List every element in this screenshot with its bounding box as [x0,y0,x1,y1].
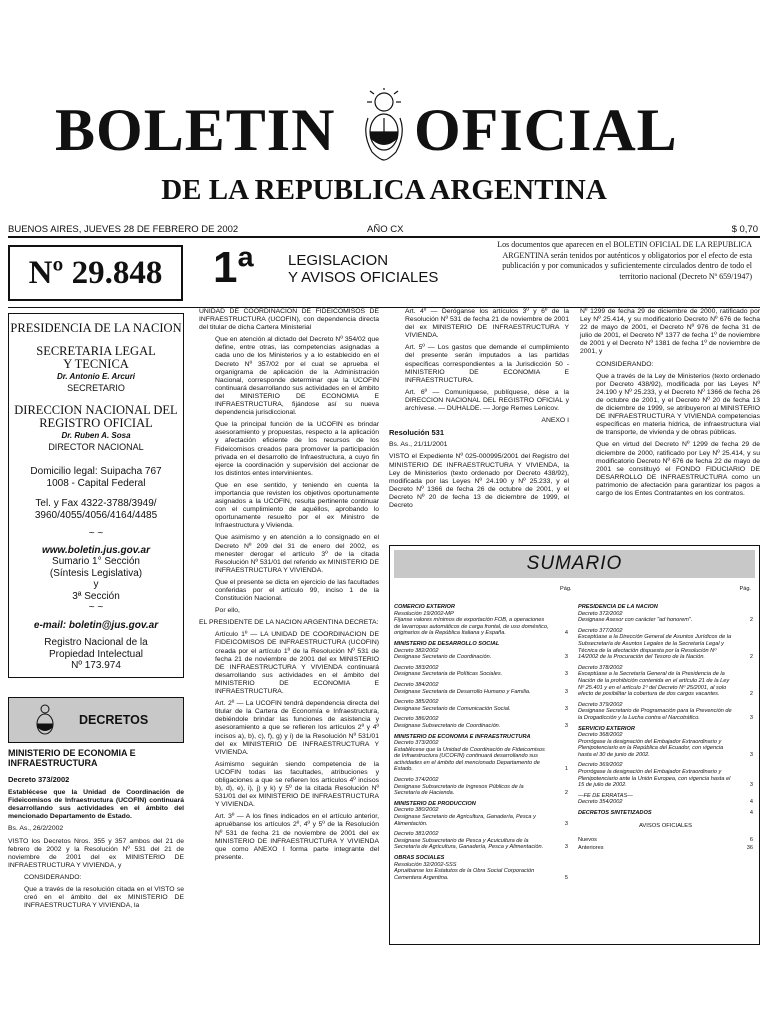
sumario-pag-right: Pág. [739,586,751,592]
col3-art5: Art. 5º — Los gastos que demande el cumplimiento del presente serán imputados a las partidas específicas correspondientes a la Jurisdicción 50 - MINISTERIO DE ECONOMIA E INFRAESTRUCTURA. [405,344,569,384]
issue-number: Nº 29.848 [8,245,183,301]
col4-considerando: CONSIDERANDO: [596,360,654,368]
sumario-item-title: Decreto 373/2002 [394,740,439,747]
sumario-item-page: 2 [749,617,753,624]
dateline-rule [8,236,760,238]
col3-art4: Art. 4º — Deróganse los artículos 3º y 6º de la Resolución Nº 531 de fecha 21 de noviembre de 2001 del ex MINISTERIO DE INFRAESTRUCTURA Y VIVIENDA. [405,308,569,340]
sumario-item-text: Exceptúase a la Secretaría General de la Presidencia de la Nación de la prohibición contenida en el artículo 21 de la Ley Nº 25.401 y en el artículo 1º del Decreto Nº 25/2001, al solo efecto de posibilitar la cobertura de dos cargos vacantes. [578,671,730,698]
sumario-item-title: Decreto 378/2002 [578,664,623,671]
sumario-item[interactable] [578,702,753,722]
sumario-item[interactable] [578,726,753,759]
sidebar-domicilio-line2: 1008 - Capital Federal [46,477,146,489]
col2-art3: Art. 3º — A los fines indicados en el artículo anterior, apruébanse los artículos 2º, 4º y 5º de la Resolución Nº 531 de fecha 21 de noviembre de 2001 del ex MINISTERIO DE INFRAESTRUCTURA Y VIVIENDA que como ANEXO I forma parte integrante del presente. [215,813,379,861]
sumario-item[interactable] [578,628,753,661]
sumario-item[interactable] [394,801,568,827]
sidebar-website[interactable]: www.boletin.jus.gov.ar [42,544,150,556]
col2-p4: Que en ese sentido, y teniendo en cuenta la importancia que revisten los objetivos oportunamente asignados a la UCOFIN, resulta pertinente continuar con el cumplimiento de aquéllos, aprobando lo oportunamente resuelto por el ex Ministro de Infraestructura y Vivienda. [215,481,379,530]
col1-date: Bs. As., 26/2/2002 [8,825,64,833]
sumario-item-text: Designase Secretario de Comunicación Social. [394,705,511,712]
sidebar-web-line5: 3ª Sección [72,590,120,602]
sumario-pag-left: Pág. [560,586,572,592]
sumario-item-page: 3 [564,722,568,729]
sumario-item-text: Designase Subsecretario de Coordinación. [394,722,501,729]
sumario-item-title: Decreto 385/2002 [394,699,439,706]
sumario-item[interactable] [394,665,568,678]
decretos-label: DECRETOS [79,713,149,727]
sidebar-presidencia: PRESIDENCIA DE LA NACION [10,321,182,335]
section-title-line2: Y AVISOS OFICIALES [288,269,439,286]
sumario-item-page: 2 [749,691,753,698]
col1-p2: Que a través de la resolución citada en el VISTO se creó en el ámbito del ex MINISTERIO DE INFRAESTRUCTURA Y VIVIENDA, la [24,886,184,910]
sumario-aviso[interactable] [578,845,753,852]
decretos-banner [8,697,184,743]
sumario-aviso-label: Nuevos [578,836,597,843]
col2-p8: EL PRESIDENTE DE LA NACION ARGENTINA DECRETA: [199,619,379,627]
sumario-item[interactable] [394,777,568,797]
sumario-item-text: Designase Subsecretario de Ingresos Públicos de la Secretaría de Hacienda. [394,783,524,797]
sumario-item-page: 4 [749,799,753,806]
col1-ministerio: MINISTERIO DE ECONOMIA E INFRAESTRUCTURA [8,748,136,768]
col3-p1: VISTO el Expediente Nº 025-000995/2001 del Registro del MINISTERIO DE INFRAESTRUCTURA Y VIVIENDA, la Ley de Ministerios (texto ordenado por Decreto 438/92), modificada por las Leyes Nº 24.190 y Nº 25.233, y el Decreto Nº 1366 de fecha 26 de octubre de 2001, y el Decreto Nº 20 de fecha 13 de diciembre de 1999, el Decreto [389,453,569,509]
sumario-item-title: Decreto 381/2002 [394,831,439,838]
sumario-avisos-title: AVISOS OFICIALES [638,822,693,829]
sumario-item[interactable] [578,793,753,806]
sumario-item[interactable] [394,716,568,729]
sumario-item-title: Resolución 19/2002-MP [394,610,454,617]
sidebar-registro-line3: Nº 173.974 [71,660,121,671]
col4 [580,308,760,502]
col2 [199,308,379,866]
sidebar-secretario-name: Dr. Antonio E. Arcuri [56,372,136,381]
sumario-item-text: Fíjanse valores mínimos de exportación FOB, a operaciones de lavarropas automáticos de carga frontal, de uso doméstico, originarios de la República Italiana y España. [394,617,549,637]
sumario-item-title: Decreto 369/2002 [578,762,623,769]
col3-res-date: Bs. As., 21/11/2001 [389,441,448,449]
sumario-item[interactable] [394,699,568,712]
sumario-item-text: Designase Subsecretario de Pesca y Acuicultura de la Secretaría de Agricultura, Ganadería, Pesca y Alimentación. [394,837,544,851]
col2-p1: UNIDAD DE COORDINACION DE FIDEICOMISOS DE INFRAESTRUCTURA (UCOFIN), con dependencia directa del titular de dicha Cartera Ministerial [199,308,379,332]
sumario-item-title: Decreto 379/2002 [578,701,623,708]
sumario-item-head: PRESIDENCIA DE LA NACION [578,604,658,610]
dateline-date: BUENOS AIRES, JUEVES 28 DE FEBRERO DE 2002 [8,224,239,235]
sumario-item-head: MINISTERIO DE DESARROLLO SOCIAL [394,640,500,647]
col2-p3: Que la principal función de la UCOFIN es brindar asesoramiento y propuestas, respecto a la aplicación y afectación eficiente de los recursos de los Fideicomisos creados para promover la participación privada en el desarrollo de Infraestructura, a cuyo fin ejerce la coordinación y supervisión del accionar de los distintos entes intervinientes. [215,421,379,477]
sumario-item[interactable] [394,682,568,695]
col3-art6: Art. 6º — Comuníquese, publíquese, dése a la DIRECCION NACIONAL DEL REGISTRO OFICIAL y archívese. — DUHALDE. — Jorge Remes Lenicov. [405,388,569,413]
sumario-item-title: Decreto 384/2002 [394,681,439,688]
sidebar-tel-line1: Tel. y Fax 4322-3788/3949/ [35,498,157,509]
sidebar-tilde-1: ~ ~ [88,528,104,539]
sumario-item[interactable] [394,831,568,851]
sidebar-secretaria-line2: Y TECNICA [63,357,129,371]
sumario-item-page: 2 [564,790,568,797]
sidebar-secretario-title: SECRETARIO [67,382,125,393]
col3-resolucion: Resolución 531 [389,428,445,438]
sumario-item-page: 3 [564,688,568,695]
legal-notice: Los documentos que aparecen en el BOLETIN OFICIAL DE LA REPUBLICA ARGENTINA serán tenidos por auténticos y obligatorios por el efecto de esta publicación y por comunicados y suficientemente circulados dentro de todo el territorio nacional (Decreto Nº 659/1947) [497,240,752,281]
sumario-item[interactable] [394,641,568,661]
sidebar-director-title: DIRECTOR NACIONAL [48,441,144,452]
col1 [8,748,184,914]
sumario-item-page: 3 [564,654,568,661]
sidebar-email[interactable]: e-mail: boletin@jus.gov.ar [33,619,159,631]
sumario-item-page: 2 [749,654,753,661]
sumario-item-text: Designase Asesor con carácter "ad honorem". [578,617,693,624]
sumario-item-head: MINISTERIO DE PRODUCCION [394,800,476,807]
sidebar-web-line4: y [93,579,99,590]
sidebar-registro-line2: Propiedad Intelectual [49,648,143,660]
sumario-item-head: COMERCIO EXTERIOR [394,604,455,610]
sumario-item-title: —FE DE ERRATAS— [578,792,633,799]
sumario-left-column [394,604,568,885]
sumario-item-text: Designase Secretario de Programación para la Prevención de la Drogadicción y la Lucha contra el Narcotráfico. [578,708,732,721]
col4-p2: Que a través de la Ley de Ministerios (texto ordenado por Decreto 438/92), modificada por las Leyes Nº 24.190 y Nº 25.233, y el Decreto Nº 1366 de fecha 26 de octubre de 2001, y el Decreto Nº 20 de fecha 13 de diciembre de 1999, se atribuyeron al MINISTERIO DE INFRAESTRUCTURA Y VIVIENDA competencias específicas en materia hídrica, de infraestructura vial de transporte, de vivienda y de obras públicas. [596,372,760,437]
col2-p2: Que en atención al dictado del Decreto Nº 354/02 que define, entre otras, las competencias asignadas a cada uno de los Ministerios y a lo establecido en el Decreto Nº 357/02 por el cual se aprueba el organigrama de aplicación de la Administración Nacional, corresponde determinar que la UCOFIN continuará desarrollando sus actividades en el ámbito del MINISTERIO DE ECONOMIA E INFRAESTRUCTURA, fijándose así su nueva dependencia jurisdiccional. [215,336,379,417]
section-title [288,252,438,286]
sumario-item-page: 3 [564,705,568,712]
section-number: 1ª [213,243,254,292]
sumario-item-text: Decreto 354/2002 [578,799,623,806]
col1-considerando: CONSIDERANDO: [24,873,82,881]
col1-summary: Establécese que la Unidad de Coordinación de Fideicomisos de Infraestructura (UCOFIN) continuará desarrollando sus actividades en el ámbito del mencionado Departamento de Estado. [8,789,184,821]
sidebar-domicilio-line1: Domicilio legal: Suipacha 767 [30,466,162,477]
sumario-item-title: Decreto 386/2002 [394,716,439,723]
sidebar-registro-line1: Registro Nacional de la [44,637,148,648]
col1-p1: VISTO los Decretos Nros. 355 y 357 ambos del 21 de febrero de 2002 y la Resolución Nº 531 del 21 de noviembre de 2001 del ex MINISTERIO DE INFRAESTRUCTURA Y VIVIENDA, y [8,837,184,869]
col4-p3: Que en virtud del Decreto Nº 1299 de fecha 29 de diciembre de 2000, ratificado por Ley Nº 25.414, y su modificatorio Decreto Nº 676 de fecha 22 de mayo de 2001 se constituyó el FONDO FIDUCIARIO DE DESARROLLO DE INFRAESTRUCTURA como un patrimonio de afectación para garantizar los pagos a cargo de los Entes Contratantes en los contratos. [596,441,760,497]
sumario-item-text: Prorrógase la designación del Embajador Extraordinario y Plenipotenciario ante la Unión Europea, con vigencia hasta el 15 de julio de 2002. [578,769,731,789]
col1-decreto: Decreto 373/2002 [8,775,70,784]
col3 [389,308,569,514]
sidebar-box [8,313,184,678]
sumario-item-title: Decreto 383/2002 [394,664,439,671]
sumario-item-head: OBRAS SOCIALES [394,855,445,861]
sumario-aviso-label: Anteriores [578,845,604,852]
sumario-item[interactable] [578,604,753,624]
sumario-item[interactable] [394,734,568,774]
sumario-item-head: SERVICIO EXTERIOR [578,725,635,732]
coat-of-arms-icon [33,703,57,737]
sumario-item-page: 4 [564,630,568,637]
sumario-item-page: 4 [749,810,753,817]
sumario-item-title: Decreto 372/2002 [578,610,623,617]
sumario-item-page: 5 [564,874,568,881]
col2-art2: Art. 2º — La UCOFIN tendrá dependencia directa del titular de la Cartera de Economía e Infraestructura, debiéndole brindar las funciones de asistencia y asesoramiento a que se refieren los artículos 2º y 4º incisos a), b), c), f), g) y i) de la Resolución Nº 531/01 del ex MINISTERIO DE INFRAESTRUCTURA Y VIVIENDA. [215,700,379,756]
col2-p7: Por ello, [215,607,240,615]
masthead-subtitle: DE LA REPUBLICA ARGENTINA [161,174,607,206]
sumario-item-head: MINISTERIO DE ECONOMIA E INFRAESTRUCTURA [394,733,531,740]
sidebar-web-line3: (Síntesis Legislativa) [49,567,143,579]
sumario-item[interactable] [394,604,568,637]
dateline-price: $ 0,70 [731,224,758,235]
sidebar-director-name: Dr. Ruben A. Sosa [61,431,131,440]
sumario-item-text: Exceptúase a la Dirección General de Asuntos Jurídicos de la Subsecretaría de Asuntos Legales de la Secretaría Legal y Técnica de la afectación dispuesta por la Resolución Nº 14/2002 de la Procuración del Tesoro de la Nación. [578,634,732,661]
sumario-item-title: Decreto 377/2002 [578,627,623,634]
sumario-item-text: Designase Secretaria de Desarrollo Humano y Familia. [394,688,531,695]
sumario-item-page: 3 [749,714,753,721]
sidebar-direccion-line1: DIRECCION NACIONAL DEL [14,403,178,417]
col3-anexo: ANEXO I [541,417,569,425]
sumario-item-head: DECRETOS SINTETIZADOS [578,810,652,817]
sidebar-tel-line2: 3960/4055/4056/4164/4485 [34,509,158,521]
sumario-item-title: Decreto 368/2002 [578,732,623,739]
sumario-item-page: 3 [564,671,568,678]
sumario-item-text: Apruébanse los Estatutos de la Obra Social Corporación Cementera Argentina. [394,868,535,881]
sumario-item-text: Designase Secretaria de Políticas Sociales. [394,671,503,678]
sidebar-tilde-2: ~ ~ [88,602,104,613]
sumario-item-title: Decreto 380/2002 [394,807,439,814]
col2-p9: Asimismo seguirán siendo competencia de la UCOFIN todas las facultades, atribuciones y obligaciones a que se refieren los artículos 4º incisos b), d), e), i), j) y k) y 5º de la citada Resolución Nº 531/01 del ex MINISTERIO DE INFRAESTRUCTURA Y VIVIENDA. [215,760,379,809]
sumario-item-title: Decreto 382/2002 [394,647,439,654]
sumario-item-title: Resolución 32/2002-SSS [394,861,457,868]
col2-p5: Que asimismo y en atención a lo consignado en el Decreto Nº 209 del 31 de enero del 2002, es menester derogar el artículo 3º de la citada Resolución Nº 531/01 del referido ex MINISTERIO DE INFRAESTRUCTURA Y VIVIENDA. [215,534,379,574]
sumario-item-page: 3 [749,782,753,789]
sumario-item-page: 1 [564,766,568,773]
masthead-right-word: OFICIAL [414,97,678,163]
sumario-right-column [578,604,753,854]
sumario-item-text: Prorrógase la designación del Embajador Extraordinario y Plenipotenciario en la República del Ecuador, con vigencia hasta el 30 de junio de 2002. [578,738,724,758]
sumario-item-page: 3 [749,751,753,758]
col4-p1: Nº 1299 de fecha 29 de diciembre de 2000, ratificado por Ley Nº 25.414, y su modificatorio Decreto Nº 676 de fecha 22 de mayo de 2001, el Decreto Nº 976 de fecha 31 de julio de 2001, el Decreto Nº 1377 de fecha 1º de noviembre de 2001 y el Decreto Nº 1381 de fecha 1º de noviembre de 2001, y [580,308,760,356]
sumario-item-page: 3 [564,844,568,851]
sumario-title: SUMARIO [394,550,755,578]
coat-of-arms-icon [362,88,406,164]
sumario-item-text: Establécese que la Unidad de Coordinación de Fideicomisos de Infraestructura (UCOFIN) continuará desarrollando sus actividades en el ámbito del mencionado Departamento de Estado. [394,746,545,773]
sumario-item[interactable] [394,855,568,881]
sumario-item[interactable] [578,810,753,817]
sumario-item-title: Decreto 374/2002 [394,777,439,784]
sumario-box [389,545,760,945]
sumario-item-text: Designase Secretario de Coordinación. [394,654,492,661]
section-title-line1: LEGISLACION [288,252,389,269]
masthead-left-word: BOLETIN [55,97,336,163]
sumario-aviso-page: 6 [749,836,753,843]
sumario-item-text: Designase Secretario de Agricultura, Ganadería, Pesca y Alimentación. [394,814,536,827]
sumario-aviso[interactable] [578,837,753,844]
dateline-year: AÑO CX [367,224,404,235]
sidebar-direccion-line2: REGISTRO OFICIAL [39,416,153,430]
sumario-item[interactable] [578,762,753,788]
sidebar-web-line2: Sumario 1° Sección [52,556,140,567]
sumario-aviso-page: 36 [746,845,753,852]
sidebar-secretaria-line1: SECRETARIA LEGAL [36,344,156,358]
sumario-item-page: 3 [564,820,568,827]
col2-p6: Que el presente se dicta en ejercicio de las facultades conferidas por el artículo 99, inciso 1 de la Constitución Nacional. [215,578,379,603]
sumario-item[interactable] [578,665,753,698]
col2-art1: Artículo 1º — LA UNIDAD DE COORDINACION DE FIDEICOMISOS DE INFRAESTRUCTURA (UCOFIN) creada por el artículo 1º de la Resolución Nº 531 de fecha 21 de noviembre de 2001 del ex MINISTERIO DE INFRAESTRUCTURA Y VIVIENDA continuará desarrollando sus actividades en el ámbito del MINISTERIO DE ECONOMIA E INFRAESTRUCTURA. [215,631,379,696]
